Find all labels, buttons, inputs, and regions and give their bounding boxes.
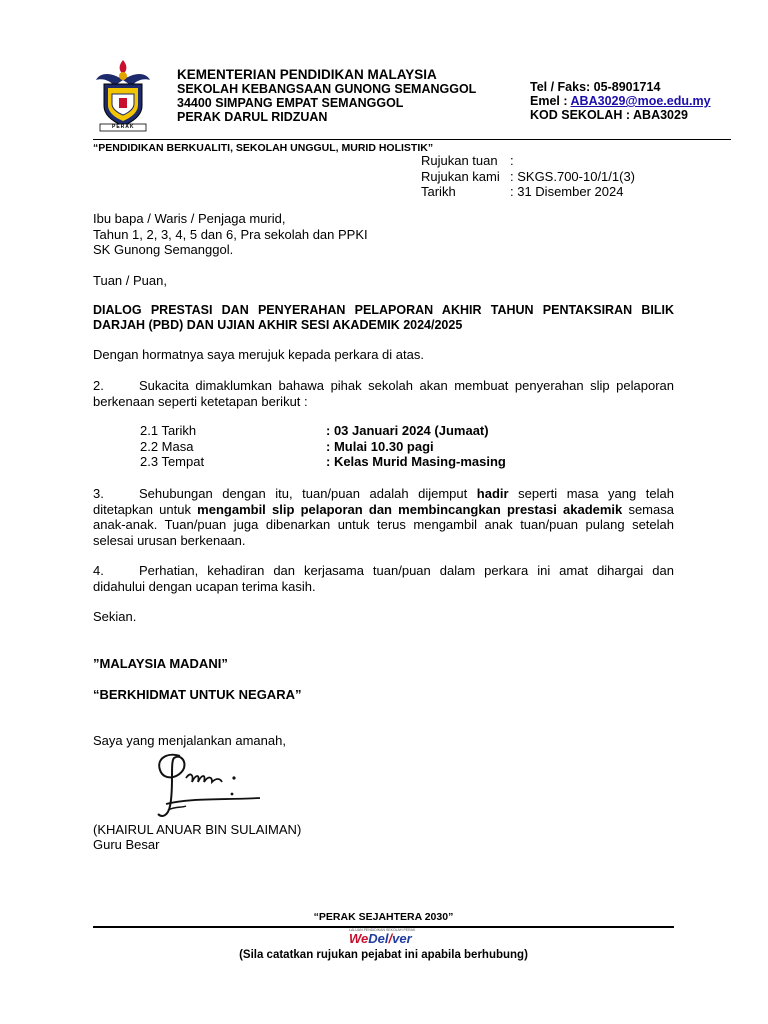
recipient-line-2: Tahun 1, 2, 3, 4, 5 dan 6, Pra sekolah dan PPKI <box>93 226 368 242</box>
paragraph-2 <box>93 378 674 409</box>
paragraph-4-text: Perhatian, kehadiran dan kerjasama tuan/puan dalam perkara ini amat dihargai dan didahului dengan ucapan terima kasih. <box>93 563 674 594</box>
school-name: SEKOLAH KEBANGSAAN GUNONG SEMANGGOL <box>177 82 477 96</box>
salutation: Tuan / Puan, <box>93 273 167 288</box>
rujukan-kami-value: : SKGS.700-10/1/1(3) <box>510 168 636 184</box>
paragraph-3-number: 3. <box>93 486 104 501</box>
footer-note: (Sila catatkan rujukan pejabat ini apabila berhubung) <box>239 949 528 961</box>
detail-value: : Kelas Murid Masing-masing <box>326 454 506 469</box>
signatory-name: (KHAIRUL ANUAR BIN SULAIMAN) <box>93 822 302 837</box>
reference-block <box>421 153 721 200</box>
recipient-block <box>93 211 368 258</box>
recipient-line-3: SK Gunong Semanggol. <box>93 242 234 257</box>
detail-label: 2.3 Tempat <box>140 454 205 469</box>
footer-slogan: “PERAK SEJAHTERA 2030” <box>313 911 454 923</box>
rujukan-tuan-value: : <box>510 153 514 168</box>
signatory-title: Guru Besar <box>93 837 160 852</box>
paragraph-3-bold-a: hadir <box>476 486 509 501</box>
crest-banner-text: PERAK <box>112 124 135 130</box>
paragraph-2-number: 2. <box>93 378 104 393</box>
detail-value: : Mulai 10.30 pagi <box>326 438 434 454</box>
paragraph-3-text-a: Sehubungan dengan itu, tuan/puan adalah dijemput <box>139 486 477 501</box>
slogan-malaysia-madani: ”MALAYSIA MADANI” <box>93 656 228 671</box>
we-deliver-tagline: LALUAN PENDIDIKAN SEKOLAH PERAK <box>349 928 416 932</box>
tel-fax: Tel / Faks: 05-8901714 <box>530 80 661 94</box>
paragraph-3-bold-b: mengambil slip pelaporan dan membincangkan prestasi akademik <box>197 501 623 517</box>
detail-row-date <box>140 423 506 439</box>
address-line-2: PERAK DARUL RIDZUAN <box>177 110 328 124</box>
detail-label: 2.2 Masa <box>140 438 194 454</box>
paragraph-3-text-c: semasa anak-anak. Tuan/puan juga dibenarkan untuk terus mengambil anak tuan/puan pulang setelah selesai urusan berkenaan. <box>93 501 674 548</box>
email-label: Emel : <box>530 94 571 108</box>
we-text: We <box>349 931 369 946</box>
paragraph-4 <box>93 563 674 594</box>
email-link[interactable]: ABA3029@moe.edu.my <box>570 94 711 108</box>
slogan-berkhidmat: “BERKHIDMAT UNTUK NEGARA” <box>93 687 302 702</box>
paragraph-3-text-b: seperti masa yang telah ditetapkan untuk <box>93 486 674 517</box>
deliver-slash: / <box>388 931 393 946</box>
paragraph-3 <box>93 486 674 548</box>
address-line-1: 34400 SIMPANG EMPAT SEMANGGOL <box>177 96 404 110</box>
header-divider <box>93 139 731 140</box>
letter-subject: DIALOG PRESTASI DAN PENYERAHAN PELAPORAN AKHIR TAHUN PENTAKSIRAN BILIK DARJAH (PBD) DAN UJIAN AKHIR SESI AKADEMIK 2024/2025 <box>93 303 674 332</box>
rujukan-tuan-label: Rujukan tuan <box>421 153 498 168</box>
deliver-text-a: Del <box>368 931 389 946</box>
deliver-text-b: ver <box>392 931 412 946</box>
email-line <box>530 94 711 108</box>
detail-row-place <box>140 454 506 470</box>
we-deliver-logo <box>349 928 421 948</box>
ministry-name: KEMENTERIAN PENDIDIKAN MALAYSIA <box>177 67 437 82</box>
signature-image <box>140 748 270 828</box>
details-list <box>140 423 506 470</box>
tarikh-value: : 31 Disember 2024 <box>510 184 624 199</box>
paragraph-4-number: 4. <box>93 563 104 578</box>
paragraph-2-text: Sukacita dimaklumkan bahawa pihak sekolah akan membuat penyerahan slip pelaporan berkenaan seperti ketetapan berikut : <box>93 378 674 409</box>
detail-value: : 03 Januari 2024 (Jumaat) <box>326 423 489 438</box>
amanah-line: Saya yang menjalankan amanah, <box>93 733 286 748</box>
tarikh-label: Tarikh <box>421 184 456 199</box>
school-crest <box>94 58 152 132</box>
closing: Sekian. <box>93 609 137 624</box>
school-code: KOD SEKOLAH : ABA3029 <box>530 108 688 122</box>
detail-row-time <box>140 439 506 455</box>
detail-label: 2.1 Tarikh <box>140 423 197 438</box>
school-motto: “PENDIDIKAN BERKUALITI, SEKOLAH UNGGUL, MURID HOLISTIK” <box>93 142 434 154</box>
paragraph-1: Dengan hormatnya saya merujuk kepada perkara di atas. <box>93 347 424 362</box>
recipient-line-1: Ibu bapa / Waris / Penjaga murid, <box>93 211 286 226</box>
rujukan-kami-label: Rujukan kami <box>421 168 500 184</box>
